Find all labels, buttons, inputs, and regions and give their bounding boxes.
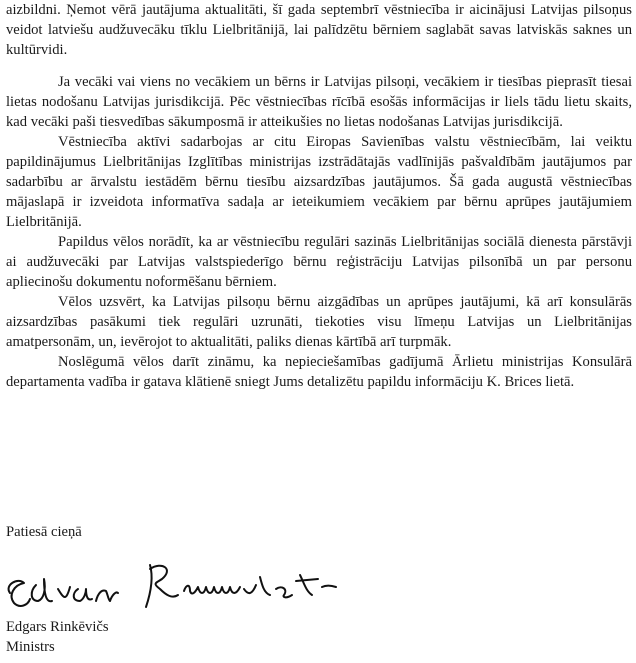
signatory-title: Ministrs [6, 639, 55, 655]
signatory-name: Edgars Rinkēvičs [6, 619, 109, 635]
paragraph-3: Vēstniecība aktīvi sadarbojas ar citu Eiropas Savienības valstu vēstniecībām, lai veiktu papildinājumus Lielbritānijas Izglītības ministrijas izstrādātajās vadlīnijās pašvaldībām jautājumos par sadarbību ar ārvalstu iestādēm bērnu tiesību aizsardzības jautājumos. Šā gada augustā vēstniecības mājaslapā ir izveidota informatīva sadaļa ar ieteikumiem vecākiem par bērnu aprūpes jautājumiem Lielbritānijā. [6, 134, 632, 230]
paragraph-1: aizbildni. Ņemot vērā jautājuma aktualitāti, šī gada septembrī vēstniecība ir aicinājusi Latvijas pilsoņus veidot latviešu audžuvecāku tīklu Lielbritānijā, lai palīdzētu bērniem saglabāt savas latviskās saknes un kultūrvidi. [6, 2, 632, 58]
paragraph-6: Noslēgumā vēlos darīt zināmu, ka nepieciešamības gadījumā Ārlietu ministrijas Konsulārā departamenta vadība ir gatava klātienē sniegt Jums detalizētu papildu informāciju K. Brices lietā. [6, 354, 632, 390]
paragraph-2: Ja vecāki vai viens no vecākiem un bērns ir Latvijas pilsoņi, vecākiem ir tiesības pieprasīt tiesai lietas nodošanu Latvijas jurisdikcijā. Pēc vēstniecības rīcībā esošās informācijas ir liels tādu lietu skaits, kad vecāki paši tiesvedības sākumposmā ir atteikušies no lietas nodošanas Latvijas jurisdikcijā. [6, 74, 632, 130]
letter-body [6, 0, 632, 392]
closing-salutation: Patiesā cieņā [6, 524, 82, 540]
paragraph-4: Papildus vēlos norādīt, ka ar vēstniecību regulāri sazinās Lielbritānijas sociālā dienesta pārstāvji ai audžuvecāki par Latvijas valstspiederīgo bērnu reģistrāciju Latvijas pilsonībā un par personu apliecinošu dokumentu noformēšanu bērniem. [6, 234, 632, 290]
paragraph-5: Vēlos uzsvērt, ka Latvijas pilsoņu bērnu aizgādības un aprūpes jautājumi, kā arī konsulārās aizsardzības pasākumi tiek regulāri uzrunāti, tiekoties visu līmeņu Latvijas un Lielbritānijas amatpersonām, un, ievērojot to aktualitāti, paliks dienas kārtībā arī turpmāk. [6, 294, 632, 350]
